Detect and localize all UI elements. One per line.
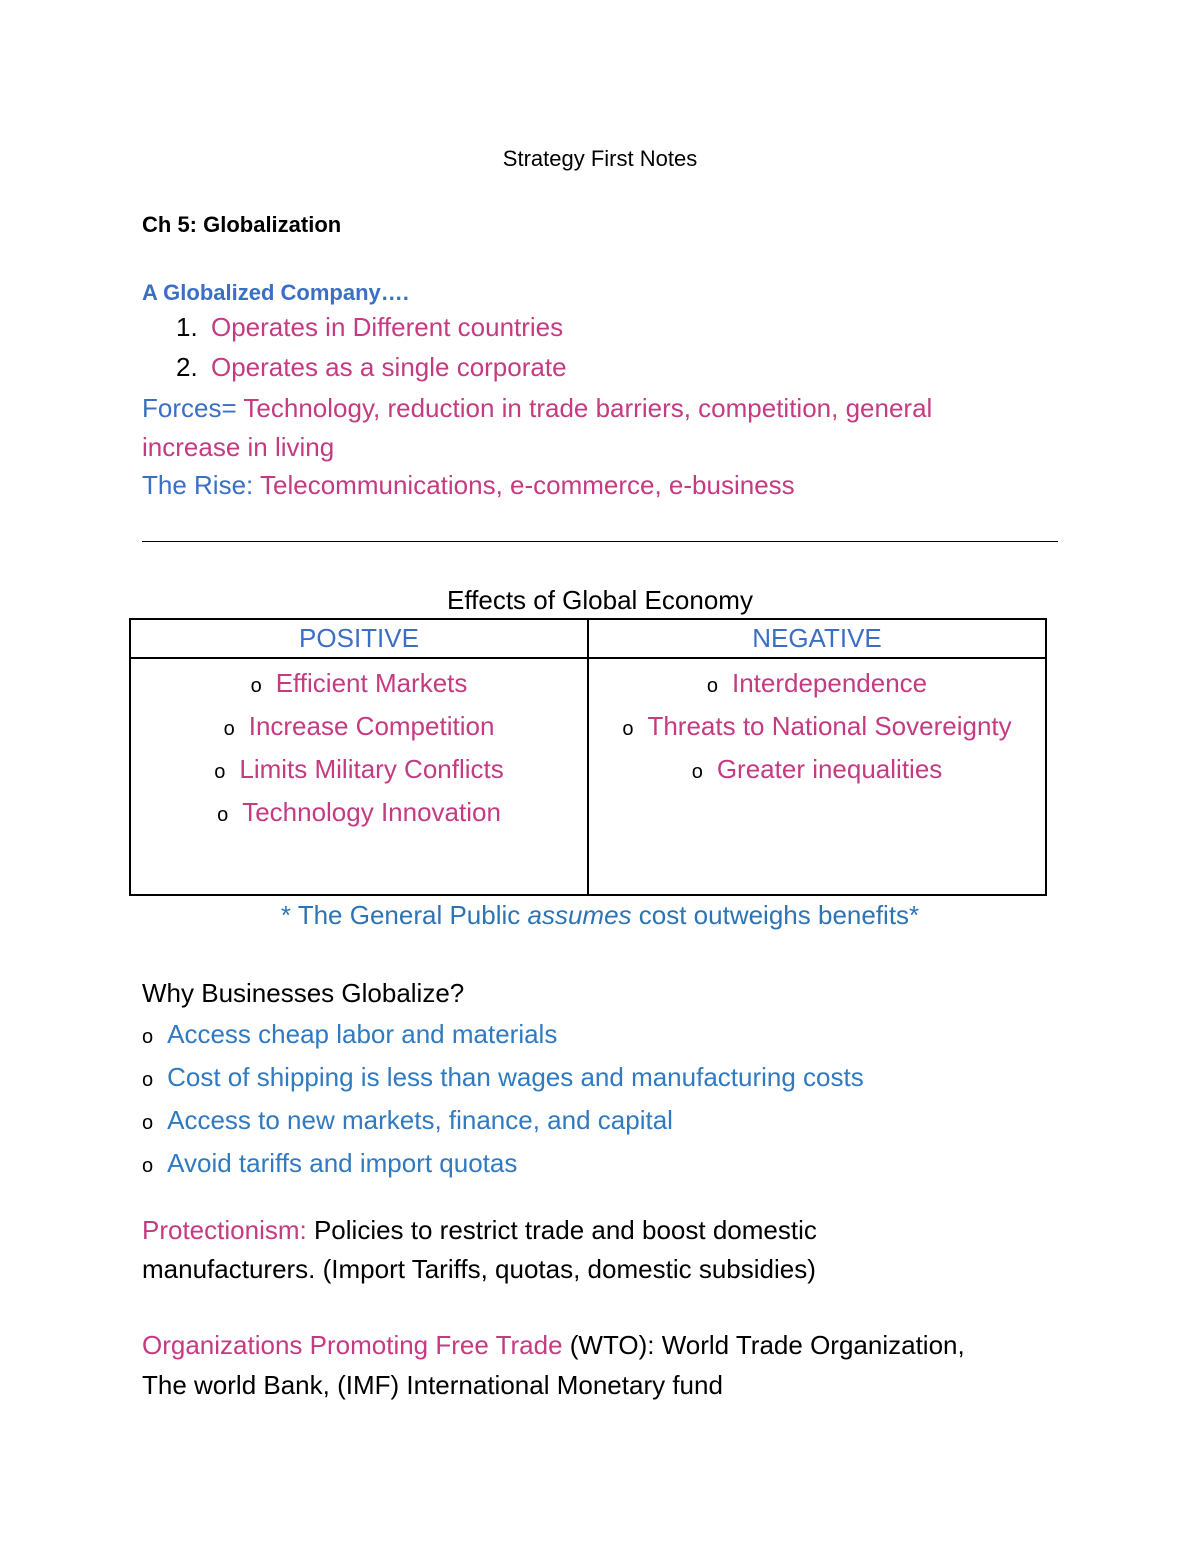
forces-label: Forces=: [142, 393, 237, 423]
company-item-2: [176, 352, 567, 383]
forces-line-2: increase in living: [142, 432, 335, 462]
forces-text: Technology, reduction in trade barriers, competition, general: [236, 393, 933, 423]
protectionism-line-2: manufacturers. (Import Tariffs, quotas, domestic subsidies): [142, 1254, 816, 1284]
why-list: [142, 1014, 864, 1186]
organizations-label: Organizations Promoting Free Trade: [142, 1330, 563, 1360]
list-item: o Threats to National Sovereignty: [622, 711, 1012, 741]
list-item: o Greater inequalities: [691, 754, 943, 784]
list-item: o Access to new markets, finance, and capital: [142, 1105, 673, 1135]
circle-bullet-icon: o: [142, 1112, 154, 1134]
effects-table-title: Effects of Global Economy: [447, 585, 753, 615]
circle-bullet-icon: o: [250, 675, 262, 697]
list-item: o Access cheap labor and materials: [142, 1019, 558, 1049]
organizations-line-1: Organizations Promoting Free Trade (WTO): World Trade Organization,: [142, 1330, 965, 1360]
positive-cell: [130, 658, 588, 895]
item-text: Operates in Different countries: [211, 312, 564, 342]
item-text: Operates as a single corporate: [211, 352, 567, 382]
circle-bullet-icon: o: [691, 761, 703, 783]
list-item: o Avoid tariffs and import quotas: [142, 1148, 518, 1178]
horizontal-divider: [142, 541, 1058, 542]
why-heading: Why Businesses Globalize?: [142, 978, 465, 1008]
circle-bullet-icon: o: [223, 718, 235, 740]
circle-bullet-icon: o: [142, 1026, 154, 1048]
protectionism-line-1: Protectionism: Policies to restrict trade and boost domestic: [142, 1215, 817, 1245]
list-item: o Increase Competition: [223, 711, 495, 741]
page-title: Strategy First Notes: [502, 146, 698, 171]
negative-header: NEGATIVE: [588, 619, 1046, 658]
note-emphasis: assumes: [527, 900, 632, 930]
circle-bullet-icon: o: [142, 1155, 154, 1177]
item-number: 2.: [176, 352, 198, 382]
list-item: o Cost of shipping is less than wages and manufacturing costs: [142, 1062, 864, 1092]
circle-bullet-icon: o: [142, 1069, 154, 1091]
list-item: o Technology Innovation: [217, 797, 501, 827]
circle-bullet-icon: o: [706, 675, 718, 697]
public-note: * The General Public assumes cost outweighs benefits*: [280, 900, 920, 930]
list-item: o Efficient Markets: [250, 668, 468, 698]
company-item-1: [176, 312, 563, 343]
negative-cell: [588, 658, 1046, 895]
company-heading: A Globalized Company….: [142, 280, 409, 305]
effects-table: [129, 618, 1047, 896]
item-number: 1.: [176, 312, 198, 342]
positive-list: [131, 659, 587, 835]
organizations-line-2: The world Bank, (IMF) International Monetary fund: [142, 1370, 723, 1400]
circle-bullet-icon: o: [622, 718, 634, 740]
rise-line: [142, 466, 795, 505]
list-item: o Limits Military Conflicts: [214, 754, 504, 784]
circle-bullet-icon: o: [214, 761, 226, 783]
circle-bullet-icon: o: [217, 804, 229, 826]
negative-list: [589, 659, 1045, 792]
protectionism-label: Protectionism:: [142, 1215, 307, 1245]
list-item: o Interdependence: [706, 668, 928, 698]
chapter-heading: Ch 5: Globalization: [142, 212, 342, 237]
rise-text: Telecommunications, e-commerce, e-business: [253, 470, 795, 500]
rise-label: The Rise:: [142, 470, 254, 500]
positive-header: POSITIVE: [130, 619, 588, 658]
forces-line-1: [142, 389, 932, 428]
